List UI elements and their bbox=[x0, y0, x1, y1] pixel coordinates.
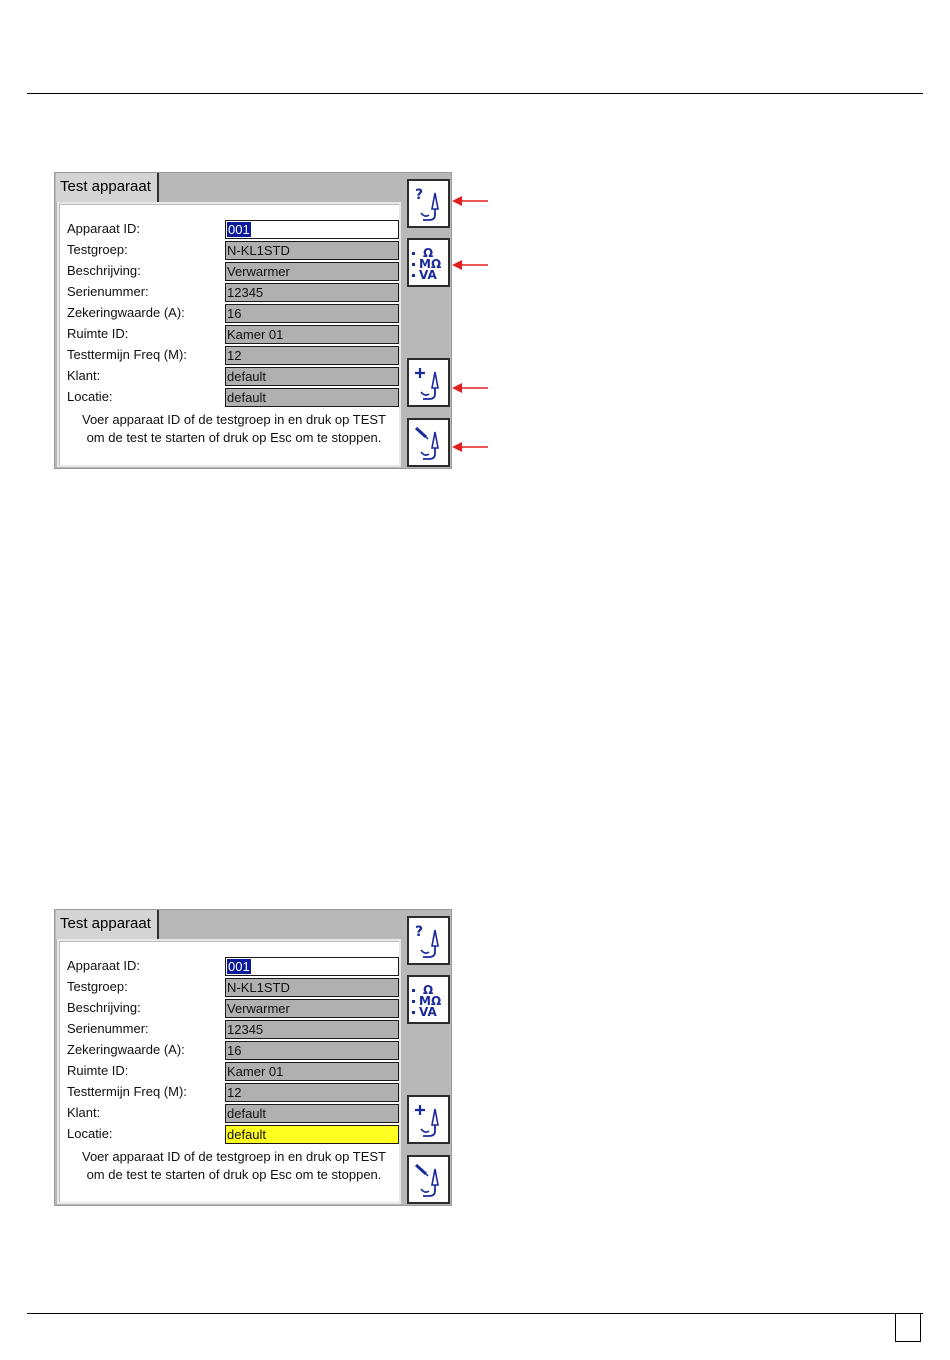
field-row-beschrijving bbox=[65, 262, 399, 282]
plus-probe-icon bbox=[413, 1101, 445, 1139]
form-panel bbox=[57, 939, 401, 1204]
selected-text: 001 bbox=[228, 959, 250, 974]
field-label: Serienummer: bbox=[67, 1021, 149, 1036]
field-row-serienummer bbox=[65, 1020, 399, 1040]
test-apparaat-screen-2 bbox=[54, 909, 452, 1206]
testgroep-field[interactable]: N-KL1STD bbox=[225, 978, 399, 997]
serienummer-field[interactable]: 12345 bbox=[225, 283, 399, 302]
field-label: Serienummer: bbox=[67, 284, 149, 299]
serienummer-field[interactable]: 12345 bbox=[225, 1020, 399, 1039]
field-label: Ruimte ID: bbox=[67, 326, 129, 341]
field-row-beschrijving bbox=[65, 999, 399, 1019]
field-label: Beschrijving: bbox=[67, 263, 141, 278]
annotation-arrow-units bbox=[450, 257, 490, 273]
field-label: Klant: bbox=[67, 1105, 101, 1120]
unit-megohm: MΩ bbox=[418, 256, 441, 271]
ohm-megohm-va-icon bbox=[410, 243, 448, 283]
ohm-megohm-va-icon bbox=[410, 980, 448, 1020]
klant-field[interactable]: default bbox=[225, 1104, 399, 1123]
beschrijving-field[interactable]: Verwarmer bbox=[225, 262, 399, 281]
klant-field[interactable]: default bbox=[225, 367, 399, 386]
svg-text:?: ? bbox=[414, 923, 423, 940]
unit-va: VA bbox=[418, 1004, 437, 1019]
add-button[interactable] bbox=[407, 1095, 450, 1144]
units-button[interactable] bbox=[407, 238, 450, 287]
question-probe-icon bbox=[413, 922, 445, 960]
field-label: Locatie: bbox=[67, 389, 113, 404]
field-label: Ruimte ID: bbox=[67, 1063, 129, 1078]
field-row-klant bbox=[65, 367, 399, 387]
selected-text: 001 bbox=[228, 222, 250, 237]
field-row-zekeringwaarde bbox=[65, 1041, 399, 1061]
ruimte-id-field[interactable]: Kamer 01 bbox=[225, 1062, 399, 1081]
locatie-field[interactable]: default bbox=[225, 1125, 399, 1144]
field-label: Testgroep: bbox=[67, 242, 128, 257]
header-rule bbox=[27, 93, 923, 94]
edit-button[interactable] bbox=[407, 418, 450, 467]
field-label: Testgroep: bbox=[67, 979, 128, 994]
field-row-testgroep bbox=[65, 978, 399, 998]
field-row-locatie bbox=[65, 1125, 399, 1145]
annotation-arrow-add bbox=[450, 380, 490, 396]
test-apparaat-screen-1 bbox=[54, 172, 452, 469]
field-row-testtermijn bbox=[65, 1083, 399, 1103]
help-button[interactable] bbox=[407, 179, 450, 228]
help-button[interactable] bbox=[407, 916, 450, 965]
add-button[interactable] bbox=[407, 358, 450, 407]
instruction-line-2: om de test te starten of druk op Esc om te stoppen. bbox=[86, 430, 382, 445]
field-row-testtermijn bbox=[65, 346, 399, 366]
field-row-ruimte-id bbox=[65, 1062, 399, 1082]
field-label: Zekeringwaarde (A): bbox=[67, 305, 185, 320]
unit-ohm: Ω bbox=[422, 982, 433, 997]
svg-text:?: ? bbox=[414, 186, 423, 203]
ruimte-id-field[interactable]: Kamer 01 bbox=[225, 325, 399, 344]
pencil-probe-icon bbox=[413, 424, 445, 462]
plus-probe-icon bbox=[413, 364, 445, 402]
apparaat-id-input[interactable] bbox=[225, 220, 399, 239]
field-row-klant bbox=[65, 1104, 399, 1124]
instruction-line-2: om de test te starten of druk op Esc om te stoppen. bbox=[86, 1167, 382, 1182]
field-label: Beschrijving: bbox=[67, 1000, 141, 1015]
question-probe-icon bbox=[413, 185, 445, 223]
field-row-testgroep bbox=[65, 241, 399, 261]
testtermijn-field[interactable]: 12 bbox=[225, 346, 399, 365]
field-row-locatie bbox=[65, 388, 399, 408]
field-label: Locatie: bbox=[67, 1126, 113, 1141]
form-panel bbox=[57, 202, 401, 467]
footer-rule bbox=[27, 1313, 923, 1314]
field-label: Zekeringwaarde (A): bbox=[67, 1042, 185, 1057]
field-row-apparaat-id bbox=[65, 957, 399, 977]
apparaat-id-input[interactable] bbox=[225, 957, 399, 976]
field-label: Testtermijn Freq (M): bbox=[67, 347, 187, 362]
instruction-line-1: Voer apparaat ID of de testgroep in en druk op TEST bbox=[81, 412, 386, 427]
zekeringwaarde-field[interactable]: 16 bbox=[225, 304, 399, 323]
beschrijving-field[interactable]: Verwarmer bbox=[225, 999, 399, 1018]
instruction-line-1: Voer apparaat ID of de testgroep in en druk op TEST bbox=[81, 1149, 386, 1164]
pencil-probe-icon bbox=[413, 1161, 445, 1199]
tab-test-apparaat[interactable]: Test apparaat bbox=[56, 910, 159, 939]
field-row-ruimte-id bbox=[65, 325, 399, 345]
field-row-serienummer bbox=[65, 283, 399, 303]
testtermijn-field[interactable]: 12 bbox=[225, 1083, 399, 1102]
field-label: Testtermijn Freq (M): bbox=[67, 1084, 187, 1099]
annotation-arrow-help bbox=[450, 193, 490, 209]
field-row-zekeringwaarde bbox=[65, 304, 399, 324]
tab-test-apparaat[interactable]: Test apparaat bbox=[56, 173, 159, 202]
zekeringwaarde-field[interactable]: 16 bbox=[225, 1041, 399, 1060]
unit-ohm: Ω bbox=[422, 245, 433, 260]
testgroep-field[interactable]: N-KL1STD bbox=[225, 241, 399, 260]
field-label: Klant: bbox=[67, 368, 101, 383]
unit-va: VA bbox=[418, 267, 437, 282]
field-label: Apparaat ID: bbox=[67, 958, 140, 973]
locatie-field[interactable]: default bbox=[225, 388, 399, 407]
page-number-box bbox=[895, 1313, 921, 1342]
field-label: Apparaat ID: bbox=[67, 221, 140, 236]
edit-button[interactable] bbox=[407, 1155, 450, 1204]
unit-megohm: MΩ bbox=[418, 993, 441, 1008]
annotation-arrow-edit bbox=[450, 439, 490, 455]
units-button[interactable] bbox=[407, 975, 450, 1024]
field-row-apparaat-id bbox=[65, 220, 399, 240]
